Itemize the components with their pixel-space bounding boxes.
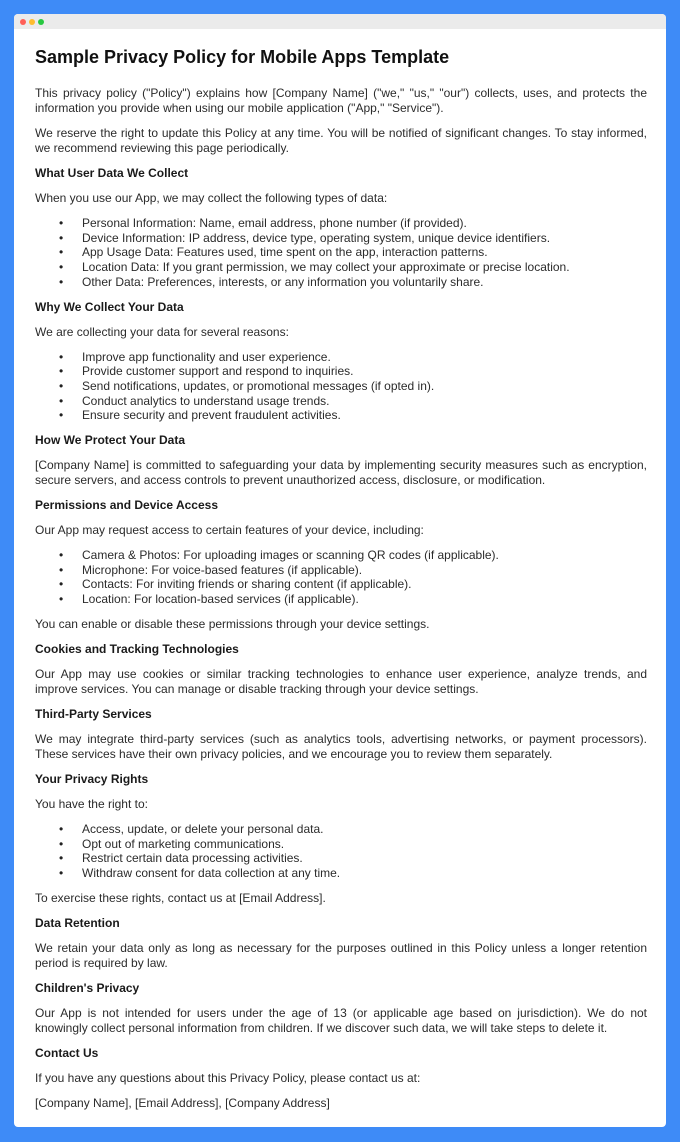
section-paragraph: We retain your data only as long as necessary for the purposes outlined in this Policy unless a longer retention period is required by law.	[35, 940, 647, 970]
list-item: • Opt out of marketing communications.	[82, 837, 647, 852]
list-item: • Other Data: Preferences, interests, or any information you voluntarily share.	[82, 275, 647, 290]
section-paragraph: Our App may use cookies or similar tracking technologies to enhance user experience, analyze trends, and improve services. You can manage or disable tracking through your device settings.	[35, 666, 647, 696]
document-content	[14, 29, 666, 1111]
maximize-dot-icon[interactable]	[38, 19, 44, 25]
section-paragraph: [Company Name], [Email Address], [Company Address]	[35, 1095, 330, 1110]
close-dot-icon[interactable]	[20, 19, 26, 25]
list-item: • Access, update, or delete your personal data.	[82, 822, 647, 837]
section-paragraph: Our App may request access to certain features of your device, including:	[35, 523, 424, 538]
section-heading: Permissions and Device Access	[35, 498, 218, 513]
policy-sections	[35, 166, 647, 1111]
intro-paragraph: This privacy policy ("Policy") explains how [Company Name] ("we," "us," "our") collects, uses, and protects the information you provide when using our mobile application ("App," "Service").	[35, 86, 647, 115]
section-paragraph: We are collecting your data for several reasons:	[35, 324, 289, 339]
list-item: • Camera & Photos: For uploading images or scanning QR codes (if applicable).	[82, 548, 647, 563]
window-titlebar	[14, 14, 666, 29]
section-paragraph: We may integrate third-party services (such as analytics tools, advertising networks, or payment processors). These services have their own privacy policies, and we encourage you to review them separately.	[35, 731, 647, 761]
list-item: • Send notifications, updates, or promotional messages (if opted in).	[82, 379, 647, 394]
section-heading: Your Privacy Rights	[35, 771, 149, 786]
section-paragraph: Our App is not intended for users under the age of 13 (or applicable age based on jurisdiction). We do not knowingly collect personal information from children. If we discover such data, we will take steps to delete it.	[35, 1005, 647, 1035]
section-paragraph: To exercise these rights, contact us at [Email Address].	[35, 890, 326, 905]
list-item: • Personal Information: Name, email address, phone number (if provided).	[82, 216, 647, 231]
list-item: • Location Data: If you grant permission, we may collect your approximate or precise location.	[82, 260, 647, 275]
list-item: • Withdraw consent for data collection at any time.	[82, 866, 647, 881]
section-heading: How We Protect Your Data	[35, 433, 186, 448]
list-item: • Provide customer support and respond to inquiries.	[82, 364, 647, 379]
minimize-dot-icon[interactable]	[29, 19, 35, 25]
section-heading: Why We Collect Your Data	[35, 299, 184, 314]
intro-paragraph: We reserve the right to update this Policy at any time. You will be notified of significant changes. To stay informed, we recommend reviewing this page periodically.	[35, 126, 647, 155]
list-item: • Ensure security and prevent fraudulent activities.	[82, 408, 647, 423]
list-item: • Restrict certain data processing activities.	[82, 851, 647, 866]
list-item: • Device Information: IP address, device type, operating system, unique device identifiers.	[82, 231, 647, 246]
section-heading: Cookies and Tracking Technologies	[35, 641, 239, 656]
list-item: • Location: For location-based services (if applicable).	[82, 592, 647, 607]
section-heading: Data Retention	[35, 915, 120, 930]
document-window	[14, 14, 666, 1127]
section-paragraph: [Company Name] is committed to safeguarding your data by implementing security measures such as encryption, secure servers, and access controls to prevent unauthorized access, disclosure, or modification.	[35, 458, 647, 488]
section-heading: What User Data We Collect	[35, 166, 189, 180]
section-heading: Third-Party Services	[35, 706, 152, 721]
bullet-list	[35, 350, 647, 424]
section-paragraph: If you have any questions about this Privacy Policy, please contact us at:	[35, 1070, 421, 1085]
section-paragraph: You can enable or disable these permissions through your device settings.	[35, 616, 430, 631]
list-item: • Microphone: For voice-based features (if applicable).	[82, 563, 647, 578]
bullet-list	[35, 216, 647, 290]
list-item: • Contacts: For inviting friends or sharing content (if applicable).	[82, 577, 647, 592]
bullet-list	[35, 822, 647, 881]
section-paragraph: You have the right to:	[35, 796, 148, 811]
list-item: • Improve app functionality and user experience.	[82, 350, 647, 365]
bullet-list	[35, 548, 647, 607]
list-item: • Conduct analytics to understand usage trends.	[82, 394, 647, 409]
section-heading: Children's Privacy	[35, 980, 140, 995]
document-title: Sample Privacy Policy for Mobile Apps Template	[35, 47, 450, 67]
list-item: • App Usage Data: Features used, time spent on the app, interaction patterns.	[82, 245, 647, 260]
section-paragraph: When you use our App, we may collect the following types of data:	[35, 191, 388, 205]
section-heading: Contact Us	[35, 1045, 99, 1060]
